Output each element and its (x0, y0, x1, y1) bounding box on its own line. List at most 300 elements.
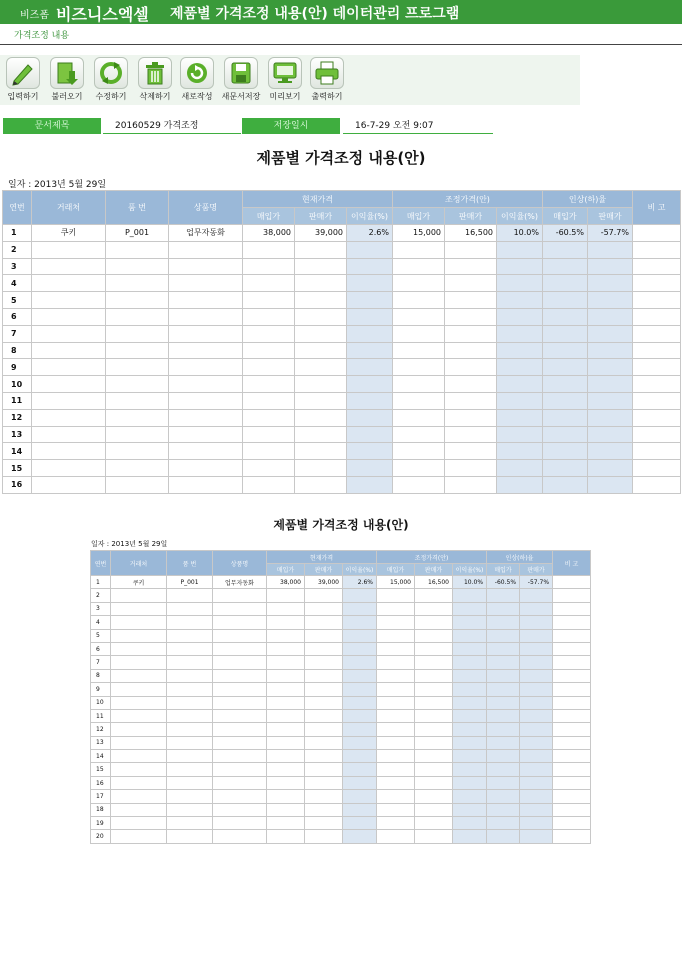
preview-cell-adj-sell (415, 723, 453, 736)
preview-cell-item-no (167, 683, 213, 696)
edit-cell-cur-margin[interactable] (347, 308, 393, 325)
edit-cell-adj-margin[interactable] (497, 342, 543, 359)
edit-cell-adj-buy[interactable] (393, 292, 445, 309)
edit-cell-cur-sell[interactable]: 39,000 (295, 225, 347, 242)
edit-cell-adj-margin[interactable] (497, 359, 543, 376)
edit-cell-item-no[interactable] (106, 292, 169, 309)
edit-cell-adj-margin[interactable] (497, 241, 543, 258)
edit-cell-chg-buy[interactable] (543, 460, 588, 477)
edit-table-row (3, 359, 681, 376)
edit-cell-vendor[interactable] (32, 359, 106, 376)
edit-cell-adj-margin[interactable] (497, 275, 543, 292)
edit-cell-note[interactable] (633, 443, 681, 460)
edit-cell-adj-buy[interactable] (393, 426, 445, 443)
edit-cell-note[interactable] (633, 376, 681, 393)
edit-cell-note[interactable] (633, 342, 681, 359)
header-vendor: 거래처 (32, 191, 106, 225)
edit-cell-cur-margin[interactable] (347, 275, 393, 292)
edit-cell-item-no[interactable] (106, 376, 169, 393)
edit-cell-cur-sell[interactable] (295, 443, 347, 460)
edit-cell-adj-buy[interactable] (393, 275, 445, 292)
edit-cell-cur-buy[interactable] (243, 426, 295, 443)
edit-cell-item-no[interactable] (106, 241, 169, 258)
edit-cell-adj-sell[interactable] (445, 275, 497, 292)
preview-cell-product (213, 736, 267, 749)
edit-cell-note[interactable] (633, 292, 681, 309)
edit-cell-product[interactable] (169, 241, 243, 258)
preview-cell-product (213, 817, 267, 830)
edit-cell-chg-sell[interactable] (588, 308, 633, 325)
edit-cell-vendor[interactable] (32, 292, 106, 309)
edit-cell-adj-buy[interactable]: 15,000 (393, 225, 445, 242)
preview-cell-item-no: P_001 (167, 576, 213, 589)
preview-button[interactable]: 미리보기 (264, 57, 306, 103)
edit-row-number: 10 (3, 376, 32, 393)
preview-cell-cur-margin: 2.6% (343, 576, 377, 589)
edit-cell-item-no[interactable] (106, 392, 169, 409)
edit-cell-vendor[interactable] (32, 460, 106, 477)
preview-cell-adj-margin (453, 669, 487, 682)
preview-title: 제품별 가격조정 내용(안) (273, 518, 409, 532)
preview-row-number: 14 (91, 750, 111, 763)
edit-cell-adj-margin[interactable] (497, 258, 543, 275)
edit-cell-product[interactable] (169, 359, 243, 376)
preview-cell-vendor (111, 696, 167, 709)
edit-cell-cur-buy[interactable] (243, 258, 295, 275)
edit-cell-cur-buy[interactable] (243, 376, 295, 393)
edit-cell-cur-buy[interactable] (243, 460, 295, 477)
edit-cell-adj-buy[interactable] (393, 325, 445, 342)
preview-cell-note (553, 723, 591, 736)
edit-cell-cur-margin[interactable] (347, 460, 393, 477)
edit-cell-cur-sell[interactable] (295, 342, 347, 359)
edit-cell-adj-sell[interactable]: 16,500 (445, 225, 497, 242)
edit-cell-vendor[interactable] (32, 409, 106, 426)
preview-row-number: 9 (91, 683, 111, 696)
preview-cell-cur-buy (267, 669, 305, 682)
edit-cell-cur-buy[interactable] (243, 409, 295, 426)
edit-cell-adj-margin[interactable] (497, 292, 543, 309)
edit-cell-chg-buy[interactable] (543, 241, 588, 258)
edit-cell-cur-sell[interactable] (295, 376, 347, 393)
edit-row-number: 7 (3, 325, 32, 342)
edit-cell-adj-sell[interactable] (445, 443, 497, 460)
edit-cell-cur-sell[interactable] (295, 325, 347, 342)
preview-header-cur-purchase: 매입가 (267, 564, 305, 576)
preview-cell-note (553, 709, 591, 722)
edit-table-row (3, 342, 681, 359)
preview-table-row (91, 616, 591, 629)
edit-table-row (3, 476, 681, 493)
edit-cell-chg-sell[interactable]: -57.7% (588, 225, 633, 242)
edit-cell-note[interactable] (633, 460, 681, 477)
edit-cell-vendor[interactable] (32, 308, 106, 325)
preview-cell-item-no (167, 696, 213, 709)
edit-cell-vendor[interactable] (32, 426, 106, 443)
edit-cell-adj-sell[interactable] (445, 308, 497, 325)
edit-cell-cur-margin[interactable] (347, 476, 393, 493)
preview-cell-chg-sell (520, 723, 553, 736)
preview-cell-adj-buy: 15,000 (377, 576, 415, 589)
preview-cell-note (553, 803, 591, 816)
preview-cell-cur-margin (343, 817, 377, 830)
preview-cell-vendor (111, 602, 167, 615)
edit-cell-adj-buy[interactable] (393, 241, 445, 258)
edit-cell-cur-buy[interactable] (243, 275, 295, 292)
edit-cell-cur-buy[interactable] (243, 292, 295, 309)
preview-cell-adj-margin: 10.0% (453, 576, 487, 589)
saved-time-value: 16-7-29 오전 9:07 (343, 118, 493, 134)
preview-cell-cur-sell (305, 629, 343, 642)
edit-cell-note[interactable] (633, 359, 681, 376)
preview-cell-cur-buy (267, 709, 305, 722)
doc-title-value[interactable]: 20160529 가격조정 (103, 118, 241, 134)
edit-cell-cur-buy[interactable] (243, 476, 295, 493)
edit-cell-chg-buy[interactable] (543, 359, 588, 376)
edit-cell-item-no[interactable] (106, 325, 169, 342)
edit-cell-item-no[interactable] (106, 342, 169, 359)
edit-cell-adj-buy[interactable] (393, 359, 445, 376)
edit-cell-adj-margin[interactable] (497, 308, 543, 325)
load-icon (50, 57, 84, 89)
preview-cell-adj-buy (377, 817, 415, 830)
edit-cell-vendor[interactable] (32, 258, 106, 275)
edit-cell-note[interactable] (633, 275, 681, 292)
edit-cell-cur-sell[interactable] (295, 476, 347, 493)
edit-cell-cur-margin[interactable] (347, 342, 393, 359)
edit-button[interactable]: 수정하기 (90, 57, 132, 103)
edit-cell-cur-sell[interactable] (295, 359, 347, 376)
save-icon (224, 57, 258, 89)
edit-cell-chg-buy[interactable] (543, 443, 588, 460)
preview-cell-adj-buy (377, 629, 415, 642)
header-chg-purchase: 매입가 (543, 208, 588, 225)
edit-cell-adj-margin[interactable] (497, 392, 543, 409)
edit-cell-product[interactable] (169, 376, 243, 393)
edit-cell-product[interactable] (169, 292, 243, 309)
subnav-tab-price-adjustment[interactable]: 가격조정 내용 (14, 31, 70, 41)
preview-cell-adj-buy (377, 589, 415, 602)
edit-cell-cur-margin[interactable] (347, 443, 393, 460)
edit-cell-chg-sell[interactable] (588, 325, 633, 342)
edit-cell-adj-buy[interactable] (393, 258, 445, 275)
edit-cell-chg-buy[interactable] (543, 426, 588, 443)
edit-cell-chg-sell[interactable] (588, 476, 633, 493)
edit-cell-product[interactable]: 업무자동화 (169, 225, 243, 242)
edit-cell-cur-sell[interactable] (295, 460, 347, 477)
edit-cell-cur-margin[interactable] (347, 376, 393, 393)
input-button[interactable]: 입력하기 (2, 57, 44, 103)
preview-cell-adj-sell (415, 763, 453, 776)
preview-header-adj-purchase: 매입가 (377, 564, 415, 576)
edit-cell-adj-sell[interactable] (445, 409, 497, 426)
preview-cell-item-no (167, 723, 213, 736)
edit-cell-product[interactable] (169, 409, 243, 426)
brand-logo: 비즈니스엑셀 (56, 5, 149, 24)
preview-cell-cur-sell (305, 776, 343, 789)
edit-cell-cur-buy[interactable] (243, 392, 295, 409)
edit-cell-adj-buy[interactable] (393, 460, 445, 477)
preview-cell-item-no (167, 709, 213, 722)
preview-cell-cur-sell (305, 803, 343, 816)
preview-cell-cur-sell (305, 763, 343, 776)
edit-cell-adj-margin[interactable]: 10.0% (497, 225, 543, 242)
edit-cell-chg-buy[interactable] (543, 275, 588, 292)
edit-cell-cur-margin[interactable] (347, 426, 393, 443)
preview-table-row (91, 669, 591, 682)
edit-cell-chg-sell[interactable] (588, 426, 633, 443)
preview-cell-chg-sell: -57.7% (520, 576, 553, 589)
preview-cell-chg-sell (520, 683, 553, 696)
edit-cell-chg-buy[interactable] (543, 409, 588, 426)
edit-cell-chg-sell[interactable] (588, 376, 633, 393)
edit-cell-chg-sell[interactable] (588, 359, 633, 376)
edit-cell-product[interactable] (169, 460, 243, 477)
edit-cell-chg-sell[interactable] (588, 460, 633, 477)
preview-cell-chg-sell (520, 817, 553, 830)
edit-cell-cur-margin[interactable] (347, 241, 393, 258)
edit-grid-viewport[interactable] (0, 188, 682, 490)
edit-cell-product[interactable] (169, 275, 243, 292)
edit-cell-vendor[interactable]: 쿠키 (32, 225, 106, 242)
edit-cell-product[interactable] (169, 308, 243, 325)
preview-cell-adj-buy (377, 709, 415, 722)
edit-cell-adj-sell[interactable] (445, 342, 497, 359)
preview-cell-product (213, 763, 267, 776)
edit-cell-cur-buy[interactable] (243, 443, 295, 460)
preview-date: 일자 : 2013년 5월 29일 (91, 540, 168, 548)
preview-table-row (91, 817, 591, 830)
edit-cell-note[interactable] (633, 225, 681, 242)
edit-cell-note[interactable] (633, 241, 681, 258)
edit-cell-vendor[interactable] (32, 325, 106, 342)
edit-table-row (3, 426, 681, 443)
edit-cell-adj-margin[interactable] (497, 426, 543, 443)
edit-cell-product[interactable] (169, 443, 243, 460)
preview-header-chg-sale: 판매가 (520, 564, 553, 576)
edit-cell-cur-margin[interactable] (347, 292, 393, 309)
edit-cell-chg-buy[interactable] (543, 476, 588, 493)
edit-cell-item-no[interactable] (106, 409, 169, 426)
edit-cell-adj-sell[interactable] (445, 325, 497, 342)
edit-cell-vendor[interactable] (32, 476, 106, 493)
edit-cell-chg-buy[interactable] (543, 308, 588, 325)
header-cur-margin: 이익율(%) (347, 208, 393, 225)
header-cur-sale: 판매가 (295, 208, 347, 225)
preview-cell-vendor (111, 683, 167, 696)
edit-cell-chg-sell[interactable] (588, 258, 633, 275)
edit-cell-product[interactable] (169, 426, 243, 443)
edit-cell-adj-buy[interactable] (393, 392, 445, 409)
edit-cell-vendor[interactable] (32, 342, 106, 359)
edit-cell-note[interactable] (633, 426, 681, 443)
edit-cell-adj-sell[interactable] (445, 292, 497, 309)
edit-cell-note[interactable] (633, 476, 681, 493)
monitor-icon (268, 57, 302, 89)
header-change-rate: 인상(하)율 (543, 191, 633, 208)
edit-cell-note[interactable] (633, 409, 681, 426)
edit-row-number: 9 (3, 359, 32, 376)
preview-row-number: 5 (91, 629, 111, 642)
edit-cell-chg-buy[interactable] (543, 342, 588, 359)
edit-cell-item-no[interactable] (106, 460, 169, 477)
preview-cell-cur-buy (267, 776, 305, 789)
edit-cell-adj-buy[interactable] (393, 476, 445, 493)
preview-cell-note (553, 750, 591, 763)
edit-cell-chg-sell[interactable] (588, 342, 633, 359)
preview-cell-adj-sell (415, 683, 453, 696)
edit-cell-adj-margin[interactable] (497, 376, 543, 393)
preview-cell-product (213, 669, 267, 682)
edit-cell-adj-sell[interactable] (445, 241, 497, 258)
edit-cell-cur-margin[interactable] (347, 258, 393, 275)
edit-cell-note[interactable] (633, 392, 681, 409)
preview-cell-cur-sell (305, 736, 343, 749)
edit-cell-adj-buy[interactable] (393, 342, 445, 359)
load-button[interactable]: 불러오기 (46, 57, 88, 103)
preview-cell-item-no (167, 589, 213, 602)
edit-cell-chg-sell[interactable] (588, 241, 633, 258)
preview-cell-chg-sell (520, 830, 553, 843)
edit-cell-cur-buy[interactable] (243, 325, 295, 342)
edit-cell-item-no[interactable]: P_001 (106, 225, 169, 242)
edit-cell-chg-buy[interactable] (543, 258, 588, 275)
edit-cell-product[interactable] (169, 476, 243, 493)
edit-cell-chg-sell[interactable] (588, 392, 633, 409)
preview-cell-product (213, 709, 267, 722)
preview-cell-product (213, 803, 267, 816)
edit-cell-chg-buy[interactable] (543, 325, 588, 342)
edit-cell-item-no[interactable] (106, 476, 169, 493)
edit-cell-cur-sell[interactable] (295, 241, 347, 258)
preview-cell-adj-margin (453, 696, 487, 709)
edit-cell-chg-sell[interactable] (588, 409, 633, 426)
edit-cell-cur-sell[interactable] (295, 275, 347, 292)
edit-cell-adj-sell[interactable] (445, 426, 497, 443)
edit-cell-vendor[interactable] (32, 443, 106, 460)
edit-cell-adj-sell[interactable] (445, 392, 497, 409)
edit-cell-cur-buy[interactable] (243, 359, 295, 376)
edit-cell-cur-sell[interactable] (295, 426, 347, 443)
edit-cell-adj-sell[interactable] (445, 376, 497, 393)
edit-cell-cur-sell[interactable] (295, 392, 347, 409)
preview-cell-chg-buy (487, 830, 520, 843)
edit-cell-cur-sell[interactable] (295, 409, 347, 426)
edit-cell-adj-margin[interactable] (497, 460, 543, 477)
edit-cell-cur-margin[interactable] (347, 325, 393, 342)
preview-cell-adj-sell (415, 656, 453, 669)
edit-cell-item-no[interactable] (106, 258, 169, 275)
preview-cell-chg-buy (487, 776, 520, 789)
edit-cell-vendor[interactable] (32, 275, 106, 292)
edit-cell-adj-sell[interactable] (445, 258, 497, 275)
edit-cell-adj-buy[interactable] (393, 443, 445, 460)
preview-cell-adj-margin (453, 656, 487, 669)
edit-cell-cur-margin[interactable] (347, 392, 393, 409)
edit-cell-adj-buy[interactable] (393, 409, 445, 426)
edit-cell-adj-buy[interactable] (393, 376, 445, 393)
preview-row-number: 18 (91, 803, 111, 816)
edit-cell-note[interactable] (633, 325, 681, 342)
edit-cell-item-no[interactable] (106, 426, 169, 443)
edit-cell-item-no[interactable] (106, 443, 169, 460)
edit-cell-chg-sell[interactable] (588, 292, 633, 309)
edit-cell-chg-sell[interactable] (588, 275, 633, 292)
edit-cell-vendor[interactable] (32, 392, 106, 409)
edit-cell-cur-buy[interactable] (243, 241, 295, 258)
header-note: 비 고 (633, 191, 681, 225)
preview-table-row (91, 656, 591, 669)
edit-cell-cur-sell[interactable] (295, 258, 347, 275)
edit-cell-adj-margin[interactable] (497, 409, 543, 426)
edit-cell-cur-buy[interactable] (243, 342, 295, 359)
edit-cell-cur-margin[interactable] (347, 409, 393, 426)
edit-cell-adj-sell[interactable] (445, 359, 497, 376)
preview-cell-note (553, 830, 591, 843)
new-document-button[interactable]: 새로작성 (176, 57, 218, 103)
preview-cell-adj-buy (377, 616, 415, 629)
edit-cell-chg-buy[interactable] (543, 376, 588, 393)
edit-cell-cur-margin[interactable]: 2.6% (347, 225, 393, 242)
edit-cell-adj-buy[interactable] (393, 308, 445, 325)
edit-cell-chg-sell[interactable] (588, 443, 633, 460)
edit-table-row (3, 241, 681, 258)
edit-cell-cur-buy[interactable] (243, 308, 295, 325)
edit-cell-item-no[interactable] (106, 359, 169, 376)
edit-cell-cur-sell[interactable] (295, 292, 347, 309)
preview-cell-note (553, 790, 591, 803)
edit-cell-chg-buy[interactable] (543, 392, 588, 409)
preview-row-number: 7 (91, 656, 111, 669)
edit-cell-cur-buy[interactable]: 38,000 (243, 225, 295, 242)
edit-cell-vendor[interactable] (32, 241, 106, 258)
preview-cell-chg-buy (487, 763, 520, 776)
edit-cell-chg-buy[interactable] (543, 292, 588, 309)
save-new-document-button[interactable]: 새문서저장 (220, 57, 262, 103)
preview-cell-chg-sell (520, 790, 553, 803)
edit-cell-adj-margin[interactable] (497, 325, 543, 342)
edit-cell-adj-sell[interactable] (445, 460, 497, 477)
delete-button[interactable]: 삭제하기 (134, 57, 176, 103)
preview-cell-product (213, 642, 267, 655)
preview-cell-chg-buy (487, 602, 520, 615)
edit-cell-cur-margin[interactable] (347, 359, 393, 376)
preview-cell-adj-margin (453, 602, 487, 615)
edit-cell-note[interactable] (633, 308, 681, 325)
preview-cell-cur-buy (267, 723, 305, 736)
edit-cell-adj-sell[interactable] (445, 476, 497, 493)
edit-cell-product[interactable] (169, 392, 243, 409)
preview-cell-product (213, 776, 267, 789)
edit-cell-product[interactable] (169, 342, 243, 359)
preview-header-cur-sale: 판매가 (305, 564, 343, 576)
edit-cell-note[interactable] (633, 258, 681, 275)
edit-cell-vendor[interactable] (32, 376, 106, 393)
preview-cell-vendor (111, 830, 167, 843)
edit-cell-product[interactable] (169, 258, 243, 275)
edit-cell-adj-margin[interactable] (497, 476, 543, 493)
edit-cell-adj-margin[interactable] (497, 443, 543, 460)
edit-cell-chg-buy[interactable]: -60.5% (543, 225, 588, 242)
preview-cell-vendor (111, 763, 167, 776)
edit-cell-product[interactable] (169, 325, 243, 342)
print-button[interactable]: 출력하기 (306, 57, 348, 103)
edit-cell-item-no[interactable] (106, 308, 169, 325)
preview-cell-cur-sell (305, 790, 343, 803)
edit-cell-cur-sell[interactable] (295, 308, 347, 325)
preview-cell-chg-buy (487, 656, 520, 669)
edit-cell-item-no[interactable] (106, 275, 169, 292)
